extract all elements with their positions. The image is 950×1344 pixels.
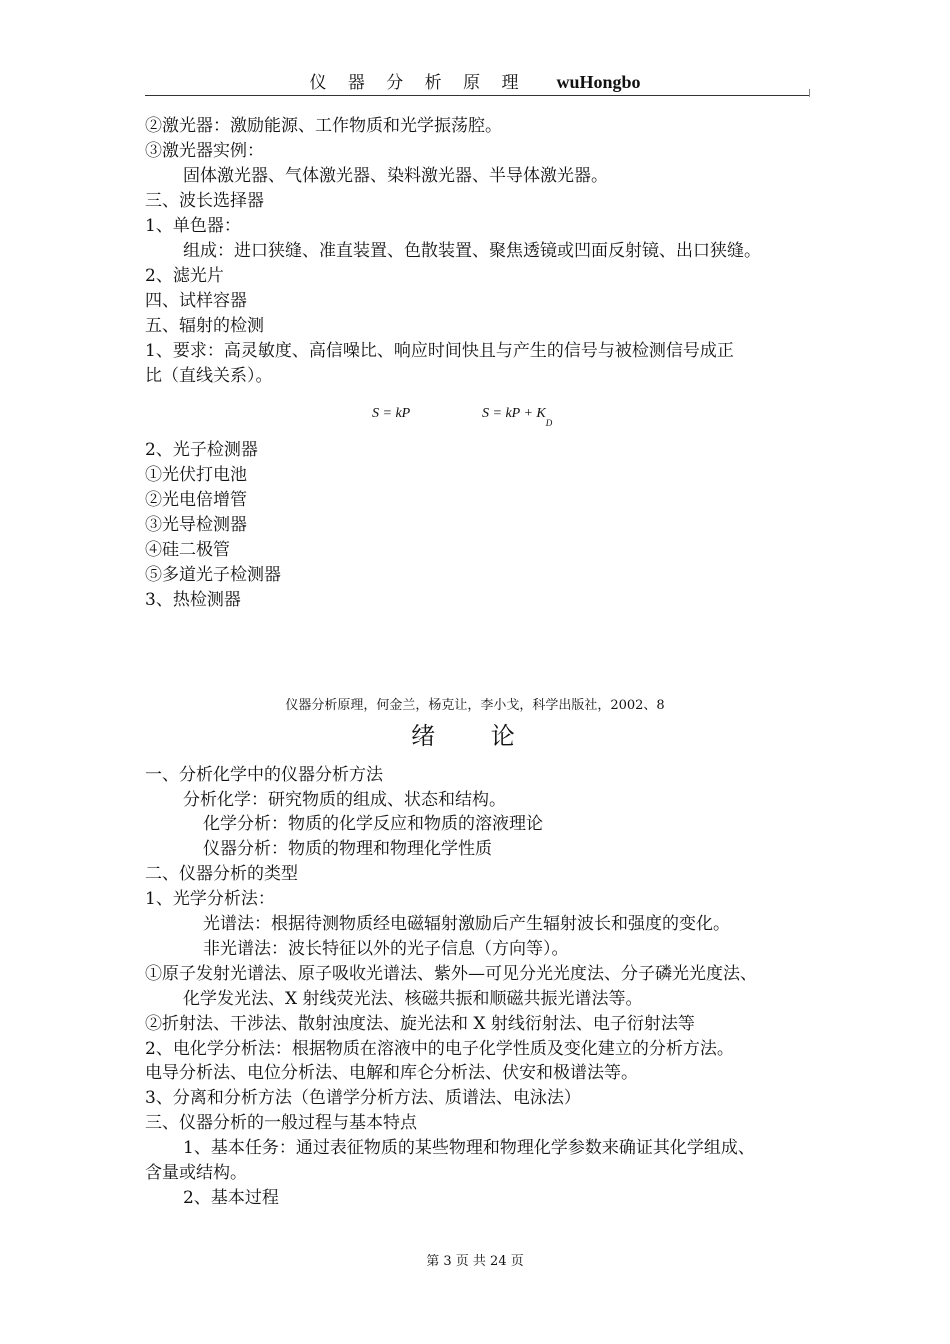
section-heading: 三、波长选择器: [145, 191, 264, 211]
text-line: 3、分离和分析方法（色谱学分析方法、质谱法、电泳法）: [145, 1088, 581, 1108]
text-line: ③激光器实例：: [145, 141, 264, 161]
text-line: 固体激光器、气体激光器、染料激光器、半导体激光器。: [183, 166, 608, 186]
header-title: 仪 器 分 析 原 理: [309, 73, 527, 93]
text-line: ③光导检测器: [145, 515, 247, 535]
text-line: 比（直线关系）。: [145, 366, 273, 386]
text-line: ②折射法、干涉法、散射浊度法、旋光法和 X 射线衍射法、电子衍射法等: [145, 1014, 695, 1034]
text-line: ②激光器：激励能源、工作物质和光学振荡腔。: [145, 116, 502, 136]
header-rule: [145, 95, 809, 96]
text-line: 化学分析：物质的化学反应和物质的溶液理论: [203, 814, 543, 834]
section-heading: 三、仪器分析的一般过程与基本特点: [145, 1113, 417, 1133]
section-heading: 五、辐射的检测: [145, 316, 264, 336]
text-line: 1、基本任务：通过表征物质的某些物理和物理化学参数来确证其化学组成、: [183, 1138, 755, 1158]
text-line: 光谱法：根据待测物质经电磁辐射激励后产生辐射波长和强度的变化。: [203, 914, 730, 934]
text-line: ⑤多道光子检测器: [145, 565, 281, 585]
text-line: 2、基本过程: [183, 1188, 279, 1208]
text-line: ②光电倍增管: [145, 490, 247, 510]
header-rule-tick: [809, 89, 810, 97]
page-footer: 第 3 页 共 24 页: [426, 1254, 524, 1269]
text-line: ④硅二极管: [145, 540, 230, 560]
formula-offset-main: S = kP + K: [482, 406, 546, 421]
formula-offset-subscript: D: [545, 418, 553, 428]
text-line: 非光谱法：波长特征以外的光子信息（方向等）。: [203, 939, 569, 959]
text-line: 1、单色器：: [145, 216, 241, 236]
text-line: 含量或结构。: [145, 1163, 247, 1183]
text-line: 2、滤光片: [145, 266, 224, 286]
text-line: ①原子发射光谱法、原子吸收光谱法、紫外—可见分光光度法、分子磷光光度法、: [145, 964, 757, 984]
text-line: 2、光子检测器: [145, 440, 258, 460]
section-heading: 四、试样容器: [145, 291, 247, 311]
text-line: 分析化学：研究物质的组成、状态和结构。: [183, 790, 506, 810]
text-line: 电导分析法、电位分析法、电解和库仑分析法、伏安和极谱法等。: [145, 1063, 638, 1083]
text-line: ①光伏打电池: [145, 465, 247, 485]
page-header: [0, 68, 950, 93]
formula-linear: S = kP: [372, 406, 411, 421]
header-author: wuHongbo: [556, 72, 641, 92]
text-line: 化学发光法、X 射线荧光法、核磁共振和顺磁共振光谱法等。: [183, 989, 643, 1009]
text-line: 1、要求：高灵敏度、高信噪比、响应时间快且与产生的信号与被检测信号成正: [145, 341, 734, 361]
formula-offset: [482, 406, 553, 428]
text-line: 仪器分析：物质的物理和物理化学性质: [203, 839, 492, 859]
text-line: 3、热检测器: [145, 590, 241, 610]
section-title: 绪 论: [411, 722, 539, 750]
section-heading: 一、分析化学中的仪器分析方法: [145, 765, 383, 785]
section-heading: 二、仪器分析的类型: [145, 864, 298, 884]
text-line: 1、光学分析法：: [145, 889, 275, 909]
text-line: 2、电化学分析法：根据物质在溶液中的电子化学性质及变化建立的分析方法。: [145, 1039, 734, 1059]
text-line: 组成：进口狭缝、准直装置、色散装置、聚焦透镜或凹面反射镜、出口狭缝。: [183, 241, 761, 261]
citation: 仪器分析原理，何金兰，杨克让，李小戈，科学出版社，2002、8: [285, 698, 665, 713]
